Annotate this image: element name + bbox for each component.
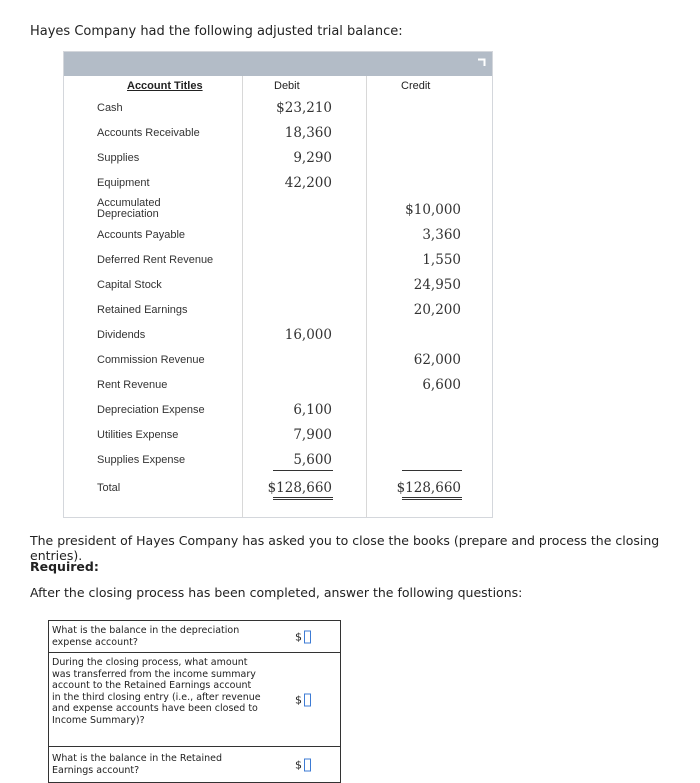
row-credit: 20,200 — [413, 302, 461, 318]
answer-cell — [295, 630, 311, 643]
total-debit: $128,660 — [267, 480, 332, 496]
intro-text: Hayes Company had the following adjusted trial balance: — [30, 24, 403, 39]
row-debit: 7,900 — [293, 427, 332, 443]
table-header-bar — [64, 52, 492, 76]
required-heading: Required: — [30, 559, 99, 574]
answer-cell — [295, 758, 311, 771]
currency-symbol: $ — [295, 693, 302, 706]
row-debit: 18,360 — [284, 125, 332, 141]
credit-header: Credit — [401, 80, 431, 92]
question-row — [49, 621, 340, 653]
column-divider — [242, 76, 243, 517]
account-titles-header: Account Titles — [127, 80, 203, 92]
debit-header: Debit — [274, 80, 300, 92]
total-label: Total — [97, 482, 121, 494]
answer-cell — [295, 693, 311, 706]
question-row — [49, 747, 340, 782]
row-account: Cash — [97, 102, 123, 114]
row-account: Commission Revenue — [97, 354, 205, 366]
currency-symbol: $ — [295, 630, 302, 643]
row-account: Supplies Expense — [97, 454, 186, 466]
row-credit: 6,600 — [422, 377, 461, 393]
row-account: Dividends — [97, 329, 146, 341]
column-divider — [366, 76, 367, 517]
row-debit: 42,200 — [284, 175, 332, 191]
row-account: Deferred Rent Revenue — [97, 254, 214, 266]
row-account: Accumulated Depreciation — [97, 197, 161, 220]
expand-icon[interactable] — [477, 58, 486, 67]
instructions-paragraph: The president of Hayes Company has asked you to close the books (prepare and process the closing entries). — [30, 533, 660, 563]
answer-input[interactable] — [304, 758, 311, 771]
row-account: Utilities Expense — [97, 429, 179, 441]
total-double-rule — [402, 497, 462, 500]
row-account: Supplies — [97, 152, 140, 164]
row-debit: 5,600 — [293, 452, 332, 468]
row-debit: 9,290 — [293, 150, 332, 166]
question-text: What is the balance in the depreciation expense account? — [52, 625, 240, 648]
answer-input[interactable] — [304, 630, 311, 643]
total-credit: $128,660 — [396, 480, 461, 496]
row-account: Depreciation Expense — [97, 404, 205, 416]
row-account: Accounts Receivable — [97, 127, 200, 139]
row-credit: 24,950 — [413, 277, 461, 293]
row-account: Rent Revenue — [97, 379, 168, 391]
question-text: What is the balance in the Retained Earnings account? — [52, 753, 223, 776]
question-intro: After the closing process has been completed, answer the following questions: — [30, 585, 523, 600]
row-account: Capital Stock — [97, 279, 162, 291]
subtotal-rule — [273, 470, 333, 471]
currency-symbol: $ — [295, 758, 302, 771]
row-account: Equipment — [97, 177, 150, 189]
row-credit: 3,360 — [422, 227, 461, 243]
subtotal-rule — [402, 470, 462, 471]
total-double-rule — [273, 497, 333, 500]
row-credit: 1,550 — [422, 252, 461, 268]
row-credit: 62,000 — [413, 352, 461, 368]
row-account: Retained Earnings — [97, 304, 188, 316]
trial-balance-table — [63, 51, 493, 518]
question-row — [49, 653, 340, 747]
question-text: During the closing process, what amount was transferred from the income summary account to the Retained Earnings account in the third closing entry (i.e., after revenue and expense accounts have been closed to Income Summary)? — [52, 657, 261, 726]
answer-input[interactable] — [304, 693, 311, 706]
row-account: Accounts Payable — [97, 229, 186, 241]
row-credit: $10,000 — [405, 202, 461, 218]
row-debit: $23,210 — [276, 100, 332, 116]
questions-table — [48, 620, 341, 783]
row-debit: 16,000 — [284, 327, 332, 343]
row-debit: 6,100 — [293, 402, 332, 418]
